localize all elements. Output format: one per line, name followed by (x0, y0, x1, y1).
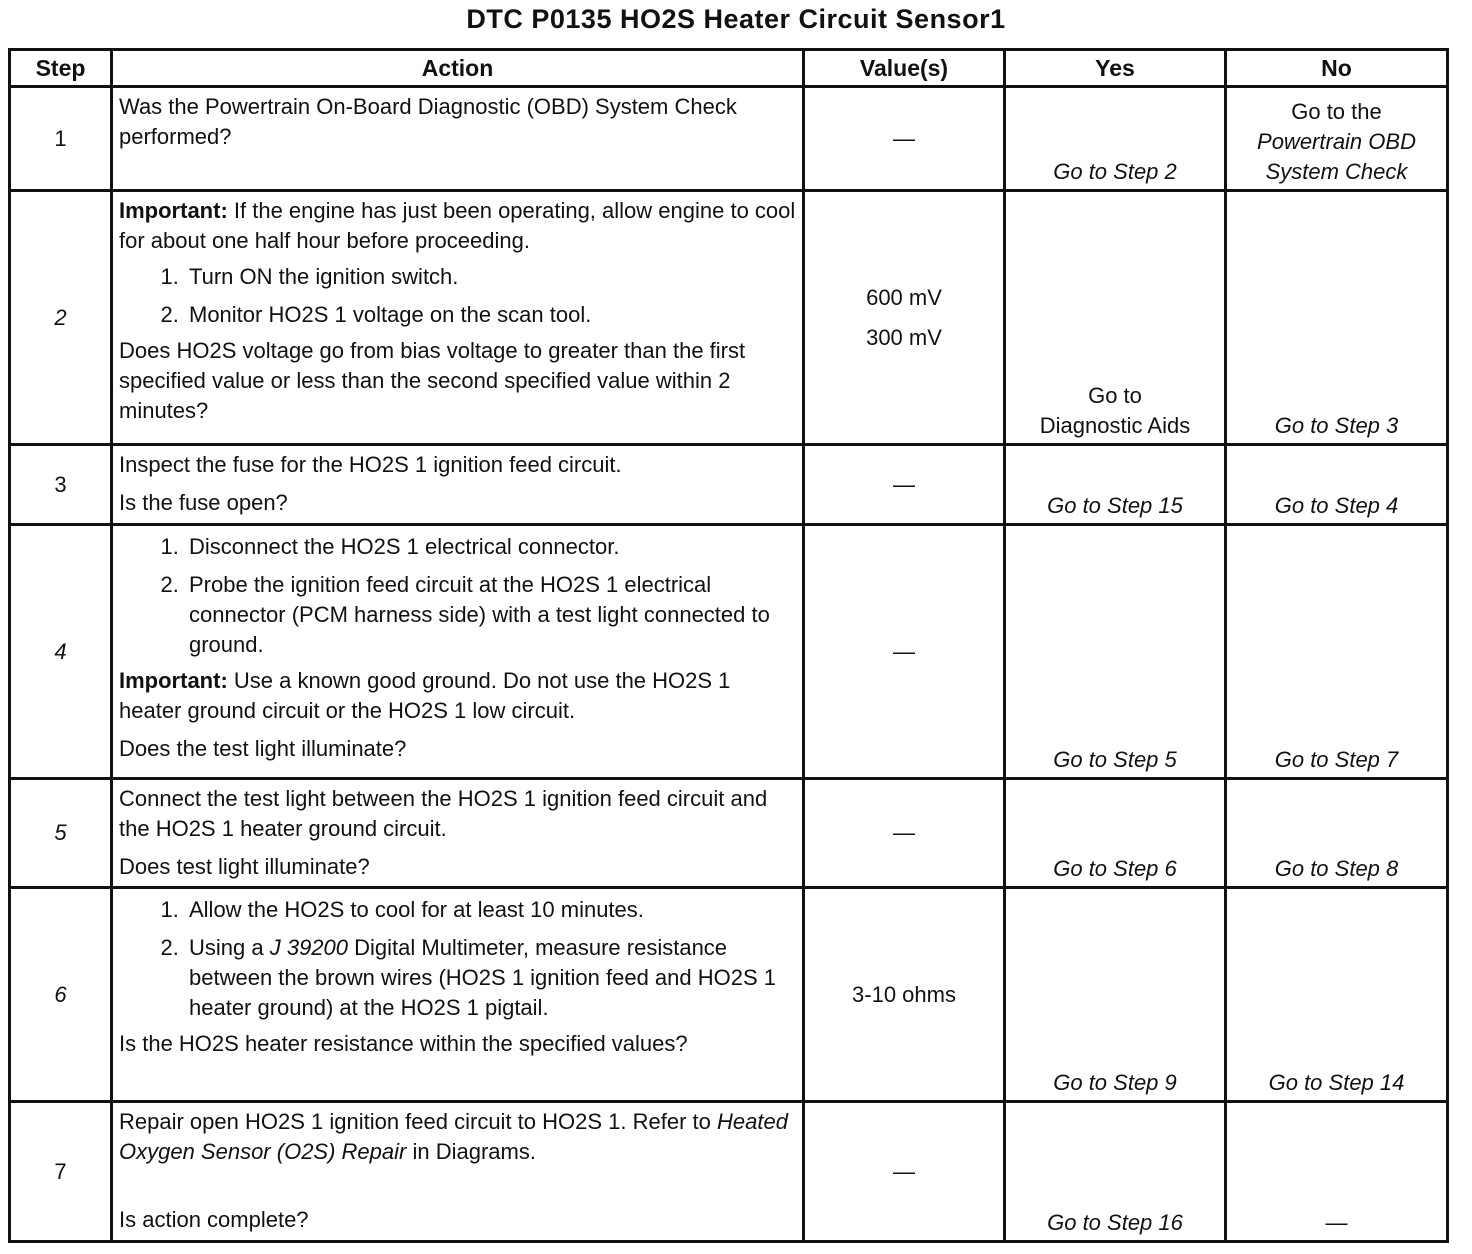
step-number: 4 (10, 525, 112, 779)
list-item: 1. Turn ON the ignition switch. (185, 262, 796, 292)
action-steps (119, 262, 796, 330)
important-note: Important: Use a known good ground. Do not use the HO2S 1 heater ground circuit or the HO2S 1 low circuit. (119, 668, 731, 723)
yes-link[interactable]: Go to Step 2 (1005, 87, 1226, 191)
value-cell: — (804, 445, 1005, 525)
action-text: Repair open HO2S 1 ignition feed circuit to HO2S 1. Refer to Heated Oxygen Sensor (O2S) Repair in Diagrams. (119, 1109, 788, 1164)
step-number: 6 (10, 888, 112, 1102)
header-values: Value(s) (804, 50, 1005, 87)
step-number: 2 (10, 191, 112, 445)
header-action: Action (112, 50, 804, 87)
yes-link[interactable]: Go to Step 15 (1005, 445, 1226, 525)
list-item: 1. Disconnect the HO2S 1 electrical connector. (185, 532, 796, 562)
table-row (10, 87, 1448, 191)
action-text: Was the Powertrain On-Board Diagnostic (OBD) System Check performed? (119, 94, 737, 149)
action-question: Is action complete? (119, 1207, 309, 1232)
value-cell: — (804, 1102, 1005, 1242)
tool-reference: J 39200 (269, 935, 349, 960)
header-yes: Yes (1005, 50, 1226, 87)
list-item: 2. Monitor HO2S 1 voltage on the scan tool. (185, 300, 796, 330)
value-cell: — (804, 87, 1005, 191)
list-item: 2. Using a J 39200 Digital Multimeter, measure resistance between the brown wires (HO2S 1 ignition feed and HO2S 1 heater ground) at the HO2S 1 pigtail. (185, 933, 796, 1023)
step-number: 3 (10, 445, 112, 525)
no-link[interactable]: Go to Step 14 (1226, 888, 1448, 1102)
yes-link[interactable]: Go to Step 16 (1005, 1102, 1226, 1242)
action-cell (112, 525, 804, 779)
step-number: 7 (10, 1102, 112, 1242)
action-question: Does the test light illuminate? (119, 736, 407, 761)
action-cell (112, 888, 804, 1102)
table-row (10, 191, 1448, 445)
action-question: Is the fuse open? (119, 490, 288, 515)
action-steps (119, 532, 796, 660)
table-row (10, 888, 1448, 1102)
no-link[interactable]: Go to Step 7 (1226, 525, 1448, 779)
yes-link[interactable]: Go to Step 9 (1005, 888, 1226, 1102)
important-note: Important: If the engine has just been operating, allow engine to cool for about one half hour before proceeding. (119, 198, 796, 253)
repair-reference-link[interactable]: Heated Oxygen Sensor (O2S) Repair (119, 1109, 788, 1164)
step-number: 1 (10, 87, 112, 191)
value-cell: — (804, 525, 1005, 779)
action-text: Inspect the fuse for the HO2S 1 ignition feed circuit. (119, 452, 622, 477)
header-step: Step (10, 50, 112, 87)
no-link[interactable]: Go to Step 3 (1226, 191, 1448, 445)
action-cell (112, 1102, 804, 1242)
no-link[interactable]: Go to Step 4 (1226, 445, 1448, 525)
table-row (10, 779, 1448, 888)
action-cell (112, 779, 804, 888)
no-link[interactable]: Go to Step 8 (1226, 779, 1448, 888)
table-row (10, 525, 1448, 779)
value-cell: 3-10 ohms (804, 888, 1005, 1102)
list-item: 1. Allow the HO2S to cool for at least 10 minutes. (185, 895, 796, 925)
action-question: Does test light illuminate? (119, 854, 370, 879)
header-no: No (1226, 50, 1448, 87)
yes-link[interactable]: Go to Step 5 (1005, 525, 1226, 779)
action-cell (112, 191, 804, 445)
yes-link[interactable]: Go to Step 6 (1005, 779, 1226, 888)
no-link[interactable]: Go to the Powertrain OBD System Check (1226, 87, 1448, 191)
yes-link[interactable]: Go to Diagnostic Aids (1005, 191, 1226, 445)
page-title: DTC P0135 HO2S Heater Circuit Sensor1 (466, 4, 1006, 34)
action-cell (112, 445, 804, 525)
action-text: Connect the test light between the HO2S 1 ignition feed circuit and the HO2S 1 heater ground circuit. (119, 786, 768, 841)
list-item: 2. Probe the ignition feed circuit at the HO2S 1 electrical connector (PCM harness side) with a test light connected to ground. (185, 570, 796, 660)
diagnostic-table (8, 48, 1449, 1243)
no-link: — (1226, 1102, 1448, 1242)
value-cell: 600 mV 300 mV (804, 191, 1005, 445)
table-row (10, 445, 1448, 525)
table-row (10, 1102, 1448, 1242)
action-question: Does HO2S voltage go from bias voltage to greater than the first specified value or less than the second specified value within 2 minutes? (119, 338, 746, 423)
value-cell: — (804, 779, 1005, 888)
action-question: Is the HO2S heater resistance within the specified values? (119, 1031, 688, 1056)
header-row (10, 50, 1448, 87)
step-number: 5 (10, 779, 112, 888)
action-cell (112, 87, 804, 191)
action-steps (119, 895, 796, 1023)
